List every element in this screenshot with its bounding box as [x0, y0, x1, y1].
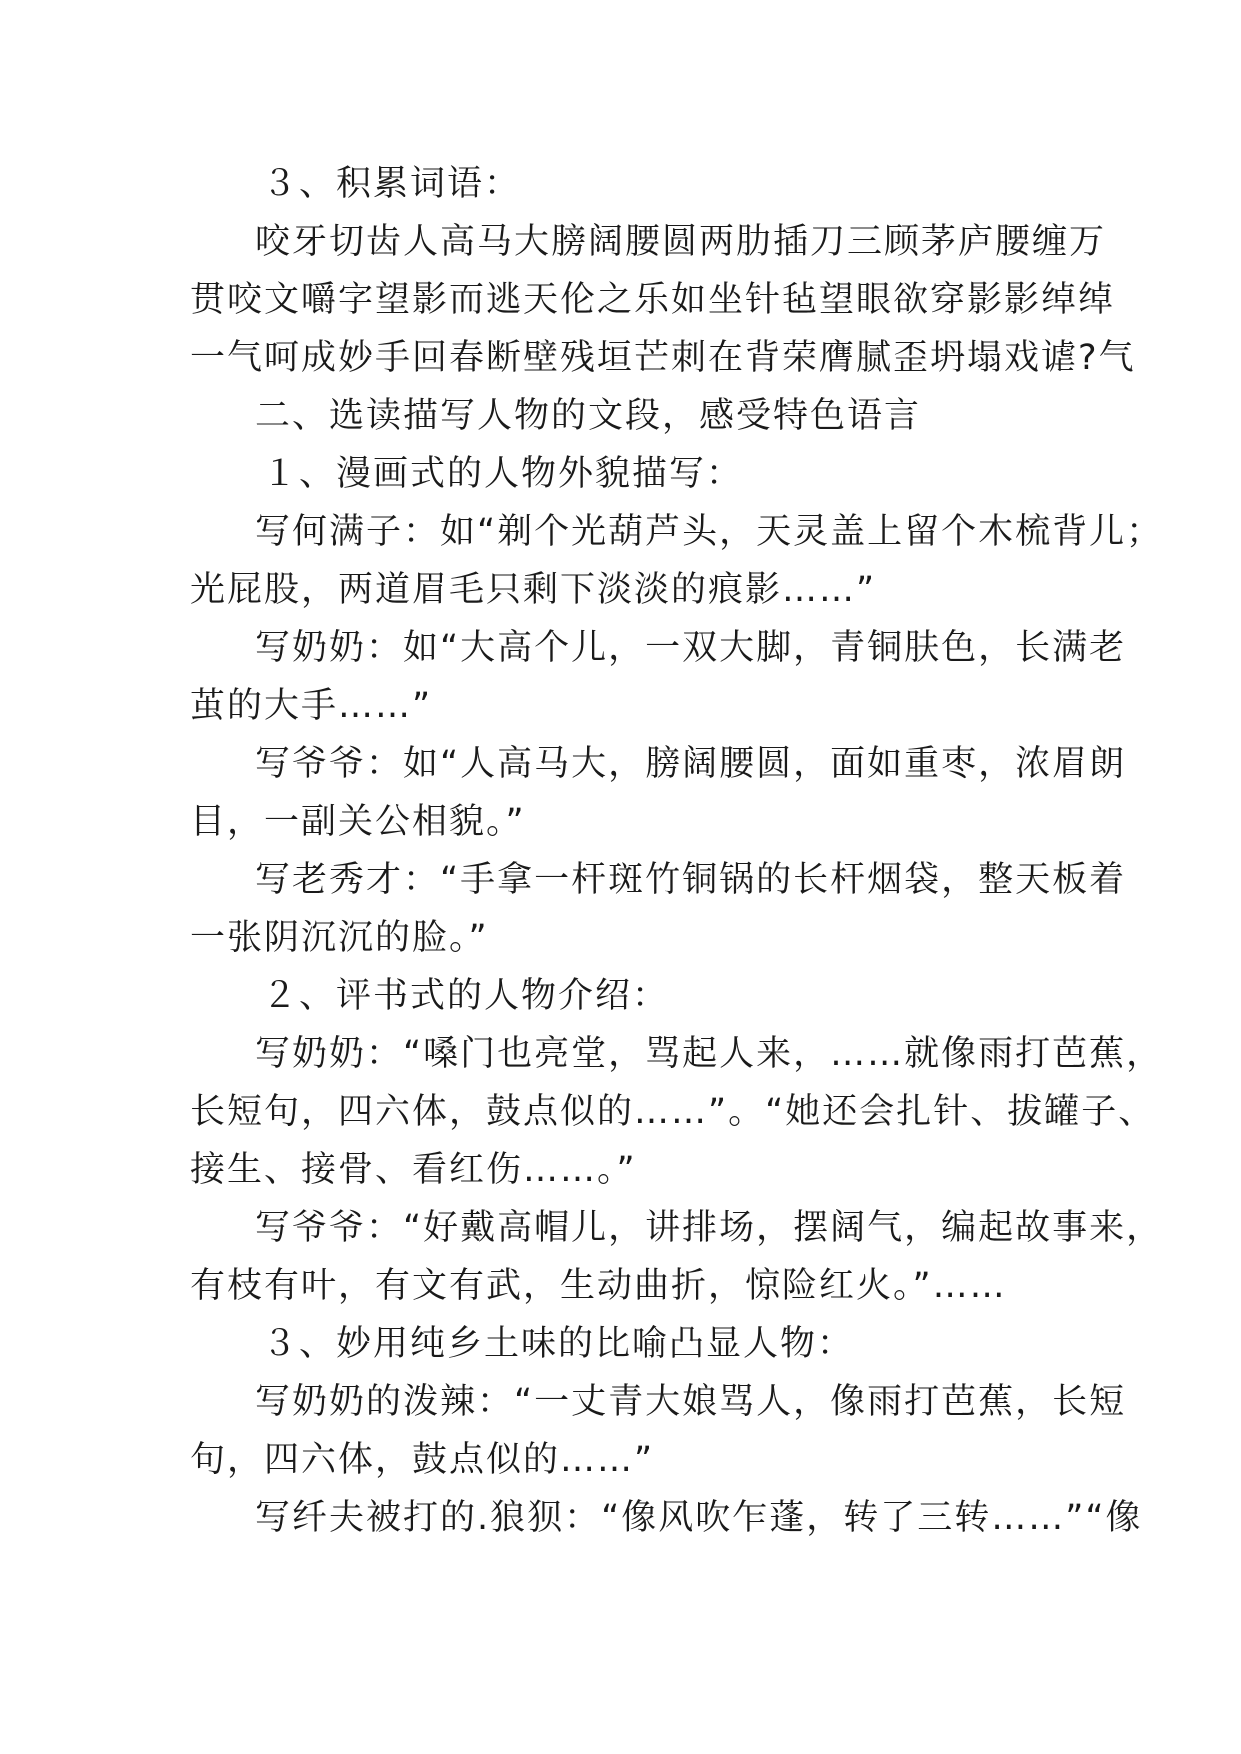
paragraph-line: 句，四六体，鼓点似的……” — [190, 1440, 655, 1480]
subheading-2: ２、评书式的人物介绍： — [262, 976, 670, 1016]
paragraph-line: 贯咬文嚼字望影而逃天伦之乐如坐针毡望眼欲穿影影绰绰 — [190, 280, 1116, 320]
section-heading-2: 二、选读描写人物的文段，感受特色语言 — [255, 396, 922, 436]
paragraph-line: 写奶奶：“嗓门也亮堂，骂起人来，……就像雨打芭蕉， — [255, 1034, 1164, 1074]
paragraph-line: 接生、接骨、看红伤……。” — [190, 1150, 637, 1190]
paragraph-line: 写奶奶的泼辣：“一丈青大娘骂人，像雨打芭蕉，长短 — [255, 1382, 1127, 1422]
paragraph-line: 一张阴沉沉的脸。” — [190, 918, 489, 958]
paragraph-line: 写老秀才：“手拿一杆斑竹铜锅的长杆烟袋，整天板着 — [255, 860, 1127, 900]
paragraph-line: 写何满子：如“剃个光葫芦头，天灵盖上留个木梳背儿； — [255, 512, 1164, 552]
paragraph-line: 写爷爷：“好戴高帽儿，讲排场，摆阔气，编起故事来， — [255, 1208, 1164, 1248]
subheading-1: １、漫画式的人物外貌描写： — [262, 454, 744, 494]
paragraph-line: 长短句，四六体，鼓点似的……”。“她还会扎针、拔罐子、 — [190, 1092, 1156, 1132]
paragraph-line: 有枝有叶，有文有武，生动曲折，惊险红火。”…… — [190, 1266, 1007, 1306]
heading-accumulate-words: ３、积累词语： — [262, 164, 522, 204]
paragraph-line: 写爷爷：如“人高马大，膀阔腰圆，面如重枣，浓眉朗 — [255, 744, 1127, 784]
paragraph-line: 茧的大手……” — [190, 686, 433, 726]
paragraph-line: 咬牙切齿人高马大膀阔腰圆两肋插刀三顾茅庐腰缠万 — [255, 222, 1107, 262]
paragraph-line: 写奶奶：如“大高个儿，一双大脚，青铜肤色，长满老 — [255, 628, 1127, 668]
paragraph-line: 一气呵成妙手回春断壁残垣芒刺在背荣膺腻歪坍塌戏谑?气 — [190, 338, 1136, 378]
paragraph-line: 光屁股，两道眉毛只剩下淡淡的痕影……” — [190, 570, 877, 610]
paragraph-line: 目，一副关公相貌。” — [190, 802, 526, 842]
paragraph-line: 写纤夫被打的.狼狈：“像风吹乍蓬，转了三转……”“像 — [255, 1498, 1143, 1538]
subheading-3: ３、妙用纯乡土味的比喻凸显人物： — [262, 1324, 855, 1364]
